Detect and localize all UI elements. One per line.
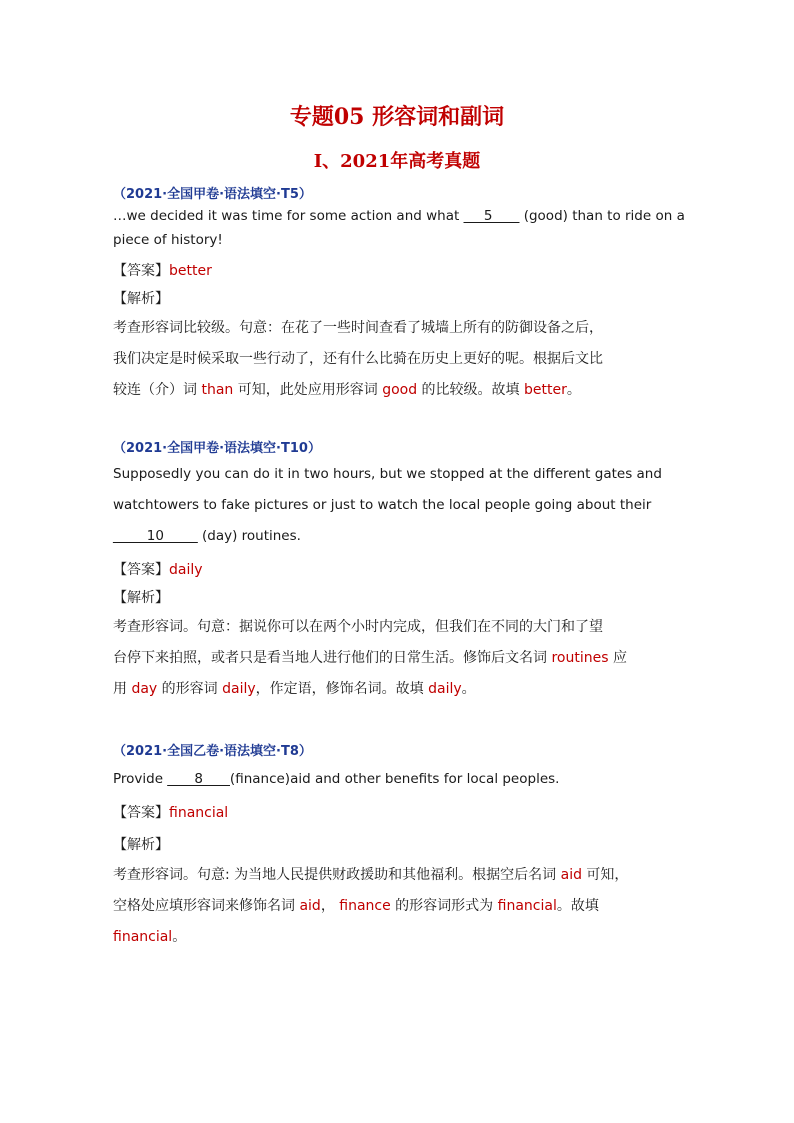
- q2-text-b: (day) routines.: [197, 528, 301, 544]
- q1-source: （2021·全国甲卷·语法填空·T5）: [113, 187, 312, 202]
- q2-analysis-line1: 考查形容词。句意：据说你可以在两个小时内完成，但我们在不同的大门和了望: [113, 619, 603, 635]
- q3-a2-text4: 。故填: [556, 898, 599, 914]
- q3-analysis-line1: [113, 864, 683, 884]
- q2-a3-key1: day: [131, 681, 158, 697]
- q3-a3-text2: 。: [172, 929, 187, 945]
- q2-source: （2021·全国甲卷·语法填空·T10）: [113, 441, 321, 456]
- q1-text-a: …we decided it was time for some action and what: [113, 208, 464, 224]
- q1-analysis-line1: 考查形容词比较级。句意：在花了一些时间查看了城墙上所有的防御设备之后，: [113, 320, 603, 336]
- q1-text-b: (good) than to ride on a: [519, 208, 685, 224]
- q1-analysis-line2: 我们决定是时候采取一些行动了，还有什么比骑在历史上更好的呢。根据后文比: [113, 351, 603, 367]
- section-heading: I、2021年高考真题: [313, 151, 481, 172]
- q2-analysis-line2: [113, 647, 683, 667]
- q1-a3-text3: 的比较级。故填: [417, 382, 524, 398]
- q3-analysis-line2: [113, 895, 683, 915]
- q2-a2-text1: 台停下来拍照，或者只是看当地人进行他们的日常生活。修饰后文名词: [113, 650, 552, 666]
- q1-sentence-line1: [113, 208, 683, 224]
- page-title: 专题05 形容词和副词: [289, 104, 505, 130]
- q1-a3-key3: better: [524, 382, 567, 398]
- q2-a3-key3: daily: [428, 681, 462, 697]
- q2-sentence-line1: Supposedly you can do it in two hours, but we stopped at the different gates and: [113, 466, 662, 482]
- q2-a2-text2: 应: [608, 650, 627, 666]
- q2-a3-text1: 用: [113, 681, 132, 697]
- q2-a3-text2: 的形容词: [157, 681, 223, 697]
- q2-blank: _____10_____: [113, 528, 198, 544]
- q3-source: （2021·全国乙卷·语法填空·T8）: [113, 744, 312, 759]
- q1-analysis-tag: 【解析】: [113, 291, 169, 307]
- q1-sentence-line2: piece of history!: [113, 232, 223, 248]
- q1-answer-value: better: [169, 263, 212, 279]
- q3-answer-value: financial: [169, 805, 229, 821]
- q3-a2-key3: financial: [497, 898, 557, 914]
- q3-a3-key1: financial: [113, 929, 173, 945]
- q1-blank: ___5____: [463, 208, 520, 224]
- q3-blank: ____8____: [167, 771, 230, 787]
- answer-tag: 【答案】: [113, 805, 169, 821]
- q2-sentence-line2: watchtowers to fake pictures or just to watch the local people going about their: [113, 497, 652, 513]
- q3-text-b: (finance)aid and other benefits for local peoples.: [229, 771, 560, 787]
- q3-a1-text2: 可知，: [581, 867, 629, 883]
- q1-analysis-line3: [113, 379, 683, 399]
- q1-a3-key1: than: [201, 382, 234, 398]
- q3-a1-text1: 考查形容词。句意: 为当地人民提供财政援助和其他福利。根据空后名词: [113, 867, 561, 883]
- q2-a3-key2: daily: [222, 681, 256, 697]
- q2-analysis-line3: [113, 678, 683, 698]
- q3-analysis-tag: 【解析】: [113, 837, 169, 853]
- q2-a3-text4: 。: [461, 681, 476, 697]
- q2-analysis-tag: 【解析】: [113, 590, 169, 606]
- answer-tag: 【答案】: [113, 263, 169, 279]
- q3-analysis-line3: [113, 926, 683, 946]
- q2-sentence-line3: [113, 528, 683, 544]
- q2-answer-value: daily: [169, 562, 203, 578]
- q2-a3-text3: ，作定语，修饰名词。故填: [255, 681, 429, 697]
- q3-answer: [113, 802, 683, 822]
- q1-a3-text1: 较连（介）词: [113, 382, 202, 398]
- q1-a3-text2: 可知，此处应用形容词: [233, 382, 383, 398]
- q3-a2-text1: 空格处应填形容词来修饰名词: [113, 898, 300, 914]
- q3-a2-text3: 的形容词形式为: [390, 898, 498, 914]
- q3-a1-key1: aid: [560, 867, 582, 883]
- q3-text-a: Provide: [113, 771, 168, 787]
- q3-a2-key2: finance: [339, 898, 391, 914]
- q2-a2-key1: routines: [551, 650, 609, 666]
- q2-answer: [113, 559, 683, 579]
- answer-tag: 【答案】: [113, 562, 169, 578]
- q3-a2-key1: aid: [299, 898, 321, 914]
- q1-a3-text4: 。: [566, 382, 581, 398]
- q3-sentence-line1: [113, 771, 683, 787]
- q1-answer: [113, 260, 683, 280]
- q1-a3-key2: good: [382, 382, 418, 398]
- q3-a2-text2: ，: [320, 898, 340, 914]
